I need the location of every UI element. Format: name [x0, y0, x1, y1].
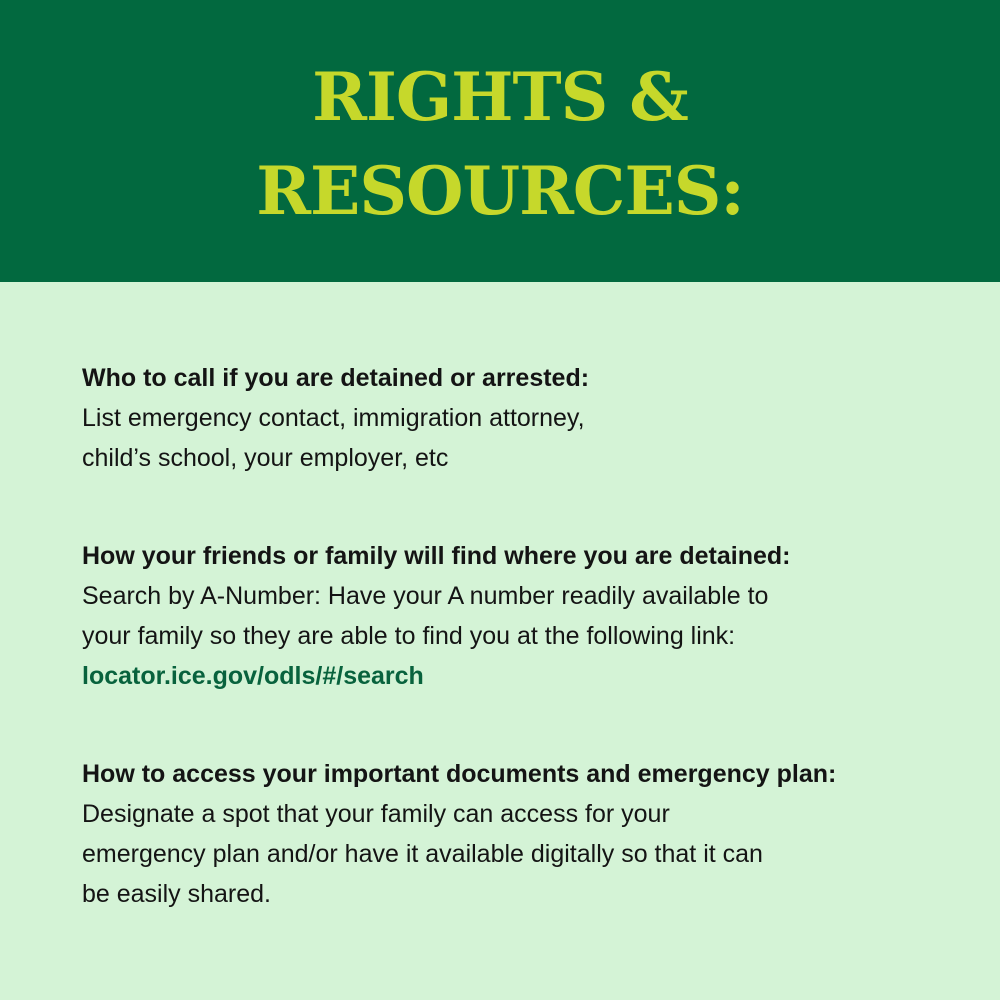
section-heading: How your friends or family will find where you are detained: [82, 542, 791, 570]
section-heading: How to access your important documents and emergency plan: [82, 760, 837, 788]
section-text-line: emergency plan and/or have it available digitally so that it can [82, 840, 763, 868]
page-title-line-1: RIGHTS & [312, 58, 688, 136]
content-area [82, 358, 962, 972]
section-find-detained [82, 536, 962, 696]
section-text-line: Designate a spot that your family can access for your [82, 800, 670, 828]
locator-link[interactable]: locator.ice.gov/odls/#/search [82, 662, 424, 690]
section-documents-plan [82, 754, 962, 914]
section-text-line: Search by A-Number: Have your A number readily available to [82, 582, 769, 610]
section-text-line: be easily shared. [82, 880, 272, 908]
section-heading: Who to call if you are detained or arrested: [82, 364, 590, 392]
header-banner [0, 0, 1000, 282]
section-text-line: child’s school, your employer, etc [82, 444, 449, 472]
section-who-to-call [82, 358, 962, 478]
page-title-line-2: RESOURCES: [256, 152, 744, 230]
section-text-line: List emergency contact, immigration attorney, [82, 404, 585, 432]
section-text-line: your family so they are able to find you at the following link: [82, 622, 736, 650]
